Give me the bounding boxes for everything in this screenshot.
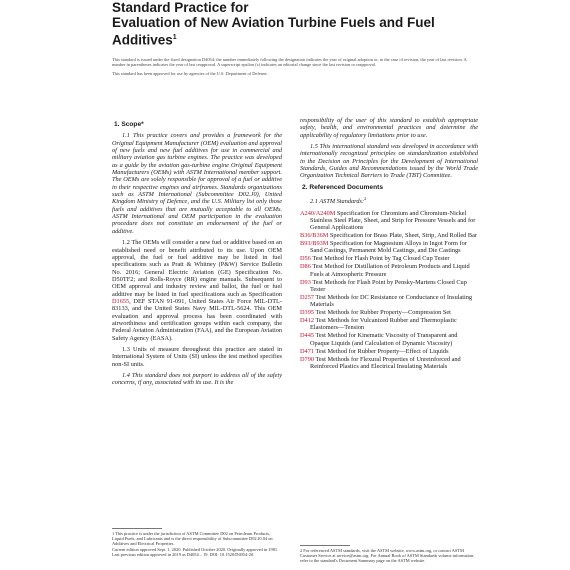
header-notes — [112, 57, 470, 79]
reference-item: B93/B93M Specification for Magnesium Alloys in Ingot Form for Sand Castings, Permanent Mold Castings, and Die Castings — [300, 240, 467, 255]
reference-item: D790 Test Methods for Flexural Properties of Unreinforced and Reinforced Plastics and Electrical Insulating Materials — [300, 355, 461, 370]
astm-standards-subheading: 2.1 ASTM Standards:$^2$ — [310, 196, 367, 206]
scope-paragraph-2: 1.2 The OEMs will consider a new fuel or additive based on an established need or benefit attributed to its use. Upon OEM approval, the fuel or fuel additive may be listed in fuel specifications such as Pratt & Whitney (P&W) Service Bulletin No. 2016; General Electric Aviation (GE) Specification No. D50TF2; and Rolls-Royce (RR) engine manuals. Subsequent to OEM approval and industry review and ballot, the fuel or fuel additive may be listed in fuel specifications such as Specification D1655, DEF STAN 91-091, United States Air Force MIL-DTL-83133, and the United States Navy MIL-DTL-5624. This OEM evaluation and approval process has been coordinated with airworthiness and certification groups within each company, the Federal Aviation Administration (FAA), and the European Aviation Safety Agency (EASA). — [112, 239, 282, 342]
right-column — [300, 117, 478, 371]
reference-code-link[interactable]: A240/A240M — [300, 209, 336, 217]
reference-code-link[interactable]: D257 — [300, 293, 314, 301]
left-column — [112, 117, 282, 391]
footnote-1: 1 This practice is under the jurisdiction of ASTM Committee D02 on Petroleum Products, Liquid Fuels, and Lubricants and is the direct responsibility of Subcommittee D02.J0.04 on Additives and Electrical Properties. — [112, 531, 273, 547]
scope-paragraph-5: 1.5 This international standard was developed in accordance with internationally recognized principles on standardization established in the Decision on Principles for the Development of International Standards, Guides and Recommendations issued by the World Trade Organization Technical Barriers to Trade (TBT) Committee. — [300, 143, 478, 180]
scope-paragraph-1: 1.1 This practice covers and provides a framework for the Original Equipment Manufacturer (OEM) evaluation and approval of new fuels and new fuel additives for use in commercial and military aviation gas turbine engines. The practice was developed as a guide by the aviation gas-turbine engine Original Equipment Manufacturers (OEMs) with ASTM International member support. The OEMs are solely responsible for approval of a fuel or additive in their respective engines and airframes. Standards organizations such as ASTM International (Subcommittee D02.J0), United Kingdom Ministry of Defence, and the U.S. Military list only those fuels and additives that are mutually acceptable to all OEMs. ASTM International and OEM participation in the evaluation procedure does not constitute an endorsement of the fuel or additive. — [112, 132, 282, 235]
reference-code-link[interactable]: D86 — [300, 263, 311, 271]
reference-code-link[interactable]: B36/B36M — [300, 232, 329, 240]
reference-code-link[interactable]: B93/B93M — [300, 240, 329, 248]
scope-heading: 1. Scope* — [114, 121, 144, 128]
scope-paragraph-3: 1.3 Units of measure throughout this practice are stated in International System of Units (SI) unless the test method specifies non-SI units. — [112, 345, 282, 368]
reference-item: B36/B36M Specification for Brass Plate, Sheet, Strip, And Rolled Bar — [300, 232, 478, 240]
footnote-1-edition: Current edition approved Sept. 1, 2020. Published October 2020. Originally approved in 1981. Last previous edition approved in 2019 as D4054 – 19. DOI: 10.1520/D4054-20. — [112, 546, 279, 557]
reference-code-link[interactable]: D395 — [300, 309, 314, 317]
reference-code-link[interactable]: D445 — [300, 332, 314, 340]
reference-item: D93 Test Methods for Flash Point by Pensky-Martens Closed Cup Tester — [300, 278, 467, 293]
scope-paragraph-4-continued: responsibility of the user of this standard to establish appropriate safety, health, and environmental practices and determine the applicability of regulatory limitations prior to use. — [300, 117, 478, 139]
reference-item: D395 Test Methods for Rubber Property—Compression Set — [300, 309, 451, 317]
reference-code-link[interactable]: D56 — [300, 255, 311, 263]
d1655-link[interactable]: D1655 — [112, 297, 130, 305]
reference-list — [300, 210, 478, 371]
reference-item: D445 Test Method for Kinematic Viscosity of Transparent and Opaque Liquids (and Calculation of Dynamic Viscosity) — [300, 332, 458, 347]
reference-item: D56 Test Method for Flash Point by Tag Closed Cup Tester — [300, 255, 450, 263]
references-heading: 2. Referenced Documents — [302, 183, 383, 191]
title-line-1: Standard Practice for — [112, 0, 249, 15]
footnote-2: 2 For referenced ASTM standards, visit the ASTM website, www.astm.org, or contact ASTM Customer Service at service@astm.org. For Annual Book of ASTM Standards volume information, refer to the standard's Document Summary page on the ASTM website. — [300, 548, 475, 564]
dod-note: This standard has been approved for use by agencies of the U.S. Department of Defense. — [112, 70, 268, 76]
title-line-3: Additives$^1$ — [112, 32, 177, 48]
footnote-divider-left — [112, 528, 162, 529]
document-title — [112, 0, 492, 48]
reference-code-link[interactable]: D412 — [300, 317, 314, 325]
reference-item: D257 Test Methods for DC Resistance or Conductance of Insulating Materials — [300, 293, 473, 309]
issue-note: This standard is issued under the fixed designation D4054; the number immediately following the designation indicates the year of original adoption or, in the case of revision, the year of last revision. A number in parentheses indicates the year of last reapproval. A superscript epsilon (ε) indicates an editorial change since the last revision or reapproval. — [112, 57, 467, 68]
scope-paragraph-4: 1.4 This standard does not purport to address all of the safety concerns, if any, associated with its use. It is the — [112, 372, 282, 387]
reference-code-link[interactable]: D790 — [300, 355, 314, 363]
title-footnote-marker: 1 — [172, 34, 177, 41]
reference-item: D86 Test Method for Distillation of Petroleum Products and Liquid Fuels at Atmospheric Pressure — [300, 263, 470, 278]
reference-item: D471 Test Method for Rubber Property—Effect of Liquids — [300, 347, 449, 355]
title-line-2: Evaluation of New Aviation Turbine Fuels and Fuel — [112, 15, 435, 30]
footnote-divider-right — [300, 545, 350, 546]
reference-item: D412 Test Methods for Vulcanized Rubber and Thermoplastic Elastomers—Tension — [300, 317, 457, 332]
reference-code-link[interactable]: D93 — [300, 278, 311, 286]
footnotes-left — [112, 531, 282, 557]
reference-item: A240/A240M Specification for Chromium and Chromium-Nickel Stainless Steel Plate, Sheet, and Strip for Pressure Vessels and for General Applications — [300, 209, 476, 232]
reference-code-link[interactable]: D471 — [300, 347, 314, 355]
